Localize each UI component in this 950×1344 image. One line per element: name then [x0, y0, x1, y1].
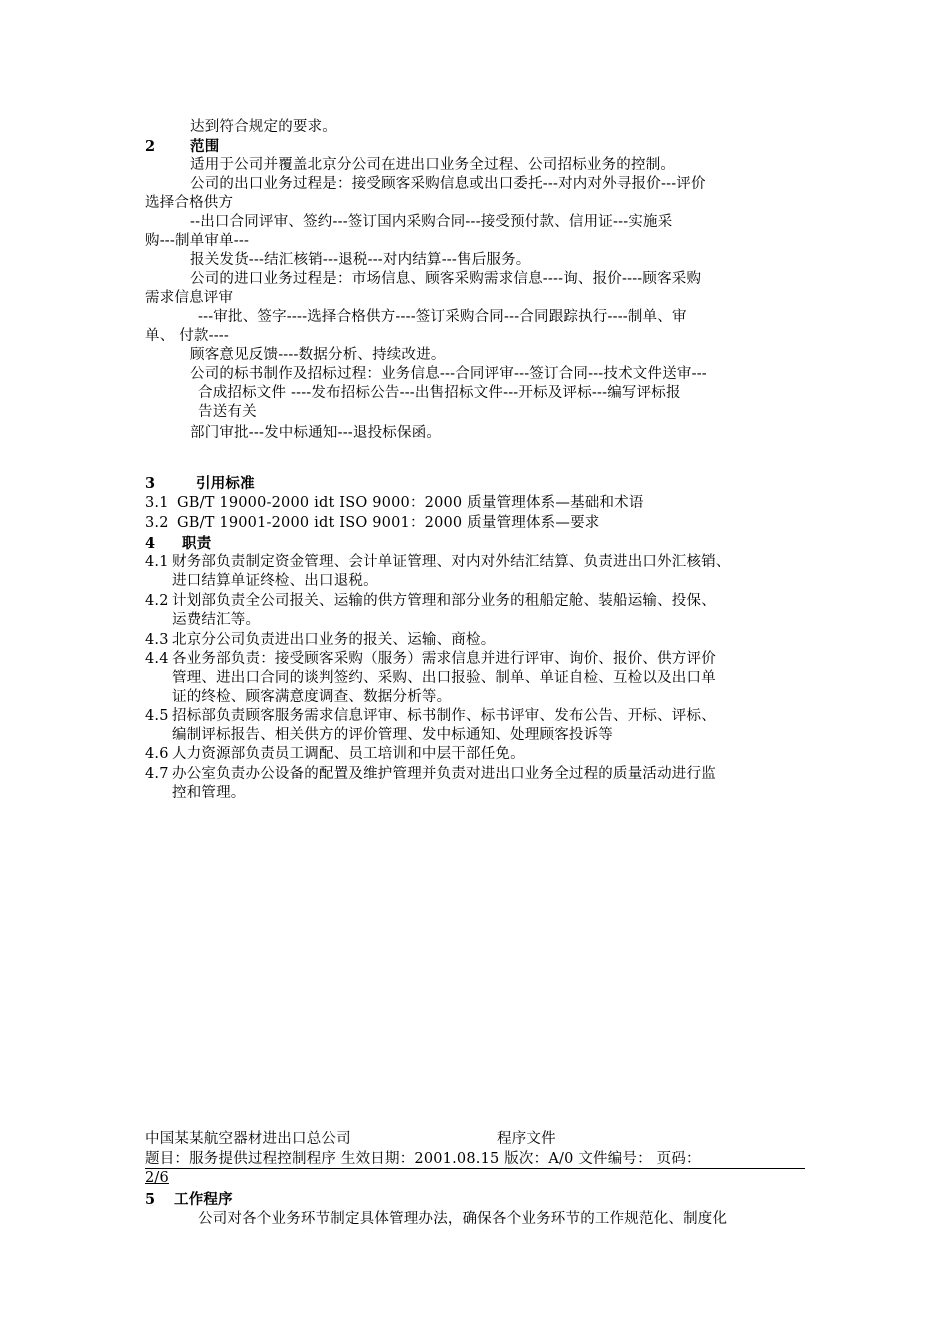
section2-line: 部门审批---发中标通知---退投标保函。: [190, 425, 442, 441]
section4-item-line: 招标部负责顾客服务需求信息评审、标书制作、标书评审、发布公告、开标、评标、: [172, 708, 716, 724]
section4-item-line: 证的终检、顾客满意度调查、数据分析等。: [172, 689, 452, 705]
section4-item-line: 运费结汇等。: [172, 612, 261, 628]
section3-item-text: GB/T 19000-2000 idt ISO 9000：2000 质量管理体系—基础和术语: [177, 495, 644, 511]
footer-underline: [145, 1168, 805, 1169]
section4-heading: 职责: [182, 535, 212, 552]
section4-item-line: 财务部负责制定资金管理、会计单证管理、对内对外结汇结算、负责进出口外汇核销、: [172, 554, 731, 570]
section4-item-number: 4.4: [145, 651, 169, 667]
section2-line: 合成招标文件 ----发布招标公告---出售招标文件---开标及评标---编写评标报: [198, 385, 681, 401]
section3-heading: 引用标准: [196, 475, 255, 492]
footer-title-line: 题目：服务提供过程控制程序 生效日期：2001.08.15 版次：A/0 文件编号： 页码：: [145, 1151, 701, 1167]
section3-number: 3: [145, 475, 156, 492]
footer-page-number: 2/6: [145, 1170, 169, 1186]
section5-heading: 工作程序: [174, 1191, 233, 1208]
section4-item-line: 人力资源部负责员工调配、员工培训和中层干部任免。: [172, 746, 525, 762]
section2-line: 报关发货---结汇核销---退税---对内结算---售后服务。: [190, 252, 531, 268]
footer-company: 中国某某航空器材进出口总公司: [145, 1131, 351, 1147]
section4-item-line: 控和管理。: [172, 785, 246, 801]
section4-item-number: 4.1: [145, 554, 169, 570]
section4-item-line: 办公室负责办公设备的配置及维护管理并负责对进出口业务全过程的质量活动进行监: [172, 766, 716, 782]
section2-line: 适用于公司并覆盖北京分公司在进出口业务全过程、公司招标业务的控制。: [190, 157, 676, 173]
section2-line: 购---制单审单---: [145, 233, 250, 249]
section2-line: 告送有关: [198, 404, 257, 420]
section2-number: 2: [145, 138, 156, 155]
section4-item-line: 进口结算单证终检、出口退税。: [172, 573, 378, 589]
section3-item-text: GB/T 19001-2000 idt ISO 9001：2000 质量管理体系—要求: [177, 515, 600, 531]
section2-heading: 范围: [190, 138, 220, 155]
section3-item-number: 3.1: [145, 495, 169, 511]
section4-item-number: 4.2: [145, 593, 169, 609]
section2-line: --出口合同评审、签约---签订国内采购合同---接受预付款、信用证---实施采: [190, 214, 673, 230]
section5-number: 5: [145, 1191, 156, 1208]
section2-line: 顾客意见反馈----数据分析、持续改进。: [190, 347, 446, 363]
footer-doc-type: 程序文件: [497, 1131, 556, 1147]
section5-first-line: 公司对各个业务环节制定具体管理办法，确保各个业务环节的工作规范化、制度化: [198, 1211, 728, 1227]
section2-line: 公司的进口业务过程是：市场信息、顾客采购需求信息----询、报价----顾客采购: [190, 271, 702, 287]
section4-number: 4: [145, 535, 156, 552]
section4-item-line: 各业务部负责：接受顾客采购（服务）需求信息并进行评审、询价、报价、供方评价: [172, 651, 716, 667]
section2-line: 选择合格供方: [145, 195, 234, 211]
section2-line: ---审批、签字----选择合格供方----签订采购合同---合同跟踪执行----制单、审: [198, 309, 687, 325]
section4-item-number: 4.6: [145, 746, 169, 762]
section4-item-number: 4.7: [145, 766, 169, 782]
section4-item-line: 管理、进出口合同的谈判签约、采购、出口报验、制单、单证自检、互检以及出口单: [172, 670, 716, 686]
section4-item-line: 计划部负责全公司报关、运输的供方管理和部分业务的租船定舱、装船运输、投保、: [172, 593, 716, 609]
section2-line: 单、 付款----: [145, 328, 230, 344]
section4-item-number: 4.3: [145, 632, 169, 648]
section1-tail: 达到符合规定的要求。: [190, 119, 337, 135]
section4-item-number: 4.5: [145, 708, 169, 724]
section3-item-number: 3.2: [145, 515, 169, 531]
section2-line: 公司的标书制作及招标过程：业务信息---合同评审---签订合同---技术文件送审---: [190, 366, 707, 382]
section2-line: 公司的出口业务过程是：接受顾客采购信息或出口委托---对内对外寻报价---评价: [190, 176, 706, 192]
section4-item-line: 北京分公司负责进出口业务的报关、运输、商检。: [172, 632, 496, 648]
section2-line: 需求信息评审: [145, 290, 234, 306]
section4-item-line: 编制评标报告、相关供方的评价管理、发中标通知、处理顾客投诉等: [172, 727, 613, 743]
